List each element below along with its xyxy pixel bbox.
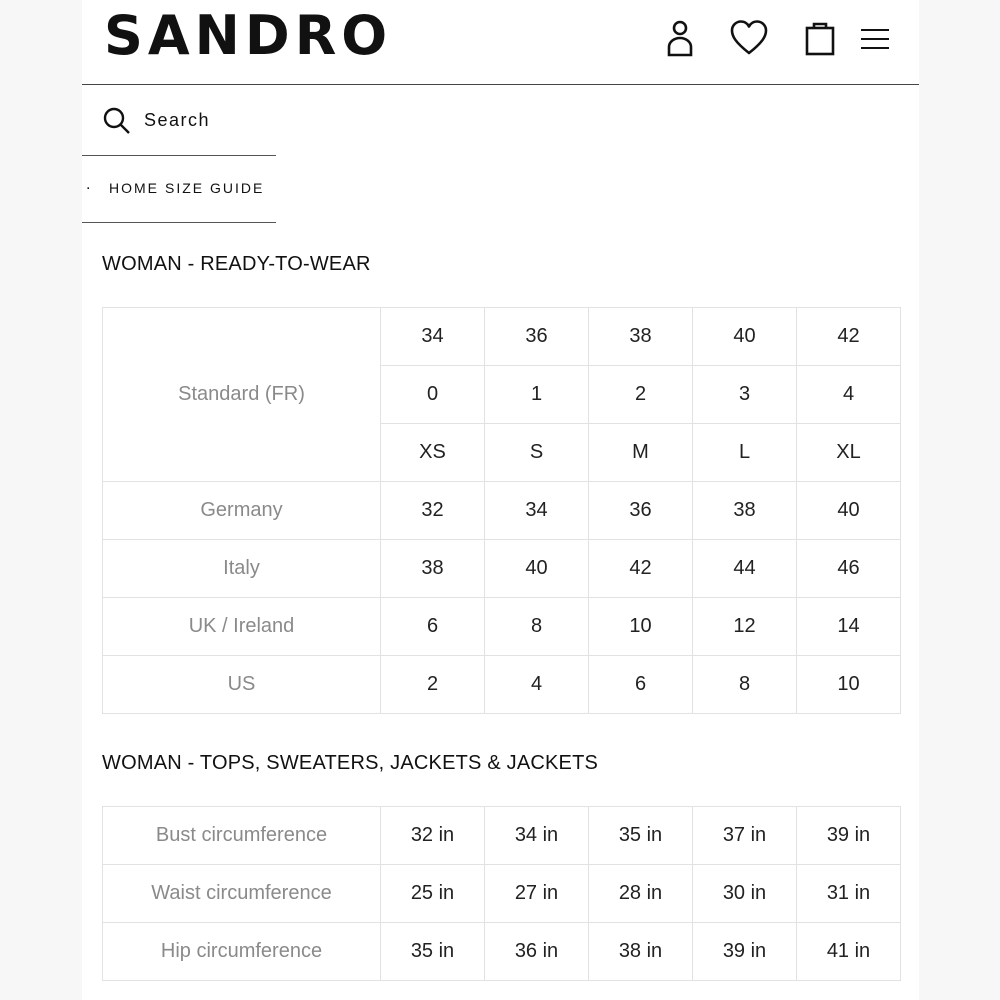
section-title-tops: WOMAN - TOPS, SWEATERS, JACKETS & JACKETS bbox=[102, 752, 599, 774]
table-cell: 38 bbox=[589, 308, 693, 366]
table-cell: 37 in bbox=[693, 807, 797, 865]
brand-logo[interactable]: SANDRO bbox=[104, 4, 393, 67]
table-cell: 36 bbox=[485, 308, 589, 366]
heart-icon[interactable] bbox=[729, 18, 769, 58]
menu-icon[interactable] bbox=[856, 18, 896, 58]
table-cell: 39 in bbox=[693, 923, 797, 981]
search-label[interactable]: Search bbox=[144, 110, 211, 130]
table-cell: 40 bbox=[693, 308, 797, 366]
table-cell: 36 in bbox=[485, 923, 589, 981]
table-cell: 40 bbox=[797, 482, 901, 540]
table-cell: 2 bbox=[381, 656, 485, 714]
search-icon[interactable] bbox=[102, 106, 132, 136]
table-cell: 34 bbox=[381, 308, 485, 366]
table-cell: 38 bbox=[381, 540, 485, 598]
table-cell: 46 bbox=[797, 540, 901, 598]
table-row bbox=[103, 540, 901, 598]
table-cell: 6 bbox=[589, 656, 693, 714]
table-cell: 25 in bbox=[381, 865, 485, 923]
table-cell: 44 bbox=[693, 540, 797, 598]
table-cell: 34 bbox=[485, 482, 589, 540]
table-row bbox=[103, 807, 901, 865]
table-cell: 10 bbox=[589, 598, 693, 656]
table-cell: 42 bbox=[589, 540, 693, 598]
breadcrumb-bullet-icon: . bbox=[86, 176, 91, 193]
table-cell: 42 bbox=[797, 308, 901, 366]
table-cell: M bbox=[589, 424, 693, 482]
table-cell: 34 in bbox=[485, 807, 589, 865]
table-cell: 8 bbox=[693, 656, 797, 714]
table-cell: 40 bbox=[485, 540, 589, 598]
table-cell: 1 bbox=[485, 366, 589, 424]
table-cell: XL bbox=[797, 424, 901, 482]
table-cell: 2 bbox=[589, 366, 693, 424]
table-cell: 8 bbox=[485, 598, 589, 656]
breadcrumb bbox=[82, 156, 276, 223]
site-header bbox=[82, 0, 919, 85]
size-table-tops bbox=[102, 806, 901, 981]
table-cell: 6 bbox=[381, 598, 485, 656]
table-row bbox=[103, 656, 901, 714]
row-label: Germany bbox=[103, 482, 381, 540]
row-label-standard: Standard (FR) bbox=[103, 308, 381, 482]
shopping-bag-icon[interactable] bbox=[800, 18, 840, 58]
row-label: Italy bbox=[103, 540, 381, 598]
row-label: Bust circumference bbox=[103, 807, 381, 865]
table-row bbox=[103, 308, 901, 366]
row-label: Hip circumference bbox=[103, 923, 381, 981]
table-cell: 41 in bbox=[797, 923, 901, 981]
section-title-ready-to-wear: WOMAN - READY-TO-WEAR bbox=[102, 253, 371, 275]
table-cell: 28 in bbox=[589, 865, 693, 923]
table-cell: L bbox=[693, 424, 797, 482]
table-cell: 35 in bbox=[589, 807, 693, 865]
table-cell: 36 bbox=[589, 482, 693, 540]
table-cell: 3 bbox=[693, 366, 797, 424]
table-cell: 14 bbox=[797, 598, 901, 656]
table-cell: 10 bbox=[797, 656, 901, 714]
table-cell: 4 bbox=[485, 656, 589, 714]
row-label: Waist circumference bbox=[103, 865, 381, 923]
table-row bbox=[103, 865, 901, 923]
table-row bbox=[103, 923, 901, 981]
table-row bbox=[103, 482, 901, 540]
table-cell: 30 in bbox=[693, 865, 797, 923]
account-icon[interactable] bbox=[660, 18, 700, 58]
table-cell: XS bbox=[381, 424, 485, 482]
table-cell: 38 in bbox=[589, 923, 693, 981]
table-cell: 35 in bbox=[381, 923, 485, 981]
table-cell: 0 bbox=[381, 366, 485, 424]
table-cell: 27 in bbox=[485, 865, 589, 923]
breadcrumb-current: SIZE GUIDE bbox=[165, 180, 265, 196]
row-label: US bbox=[103, 656, 381, 714]
table-row bbox=[103, 598, 901, 656]
table-cell: 38 bbox=[693, 482, 797, 540]
table-cell: 32 bbox=[381, 482, 485, 540]
row-label: UK / Ireland bbox=[103, 598, 381, 656]
table-cell: 31 in bbox=[797, 865, 901, 923]
breadcrumb-home-link[interactable]: HOME bbox=[109, 180, 159, 196]
size-table-ready-to-wear bbox=[102, 307, 901, 714]
page bbox=[82, 0, 919, 1000]
table-cell: 39 in bbox=[797, 807, 901, 865]
table-cell: 32 in bbox=[381, 807, 485, 865]
table-cell: 12 bbox=[693, 598, 797, 656]
table-cell: 4 bbox=[797, 366, 901, 424]
table-cell: S bbox=[485, 424, 589, 482]
search-bar[interactable] bbox=[82, 86, 276, 156]
